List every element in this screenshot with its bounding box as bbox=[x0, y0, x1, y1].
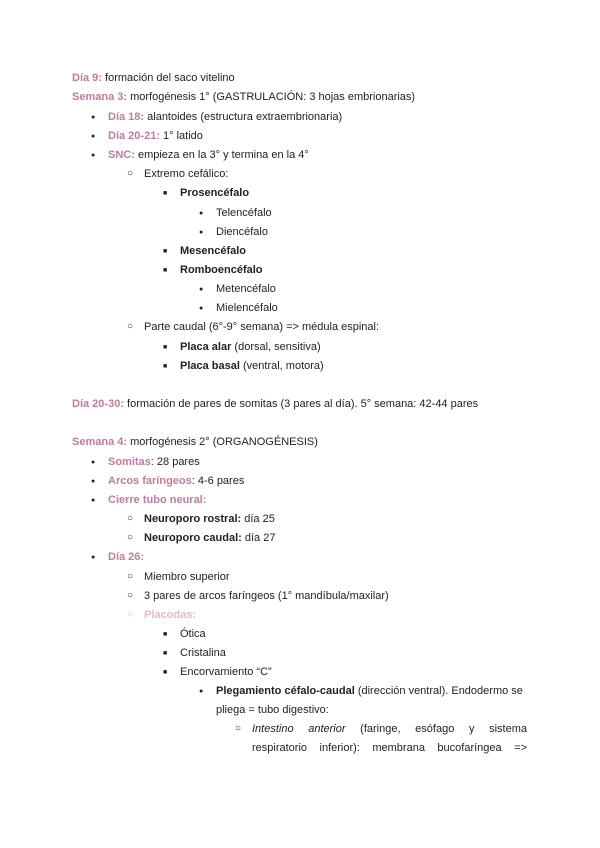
line-mesencefalo bbox=[180, 244, 246, 258]
label: Semana 3: bbox=[72, 91, 128, 103]
bullet-circle bbox=[127, 167, 133, 181]
bullet-circle bbox=[235, 722, 241, 736]
line-semana4 bbox=[72, 435, 318, 449]
bullet-circle bbox=[127, 320, 133, 334]
line-dia9 bbox=[72, 71, 235, 85]
text: día 25 bbox=[241, 513, 275, 525]
line-cierre-tubo bbox=[108, 493, 206, 507]
line-somitas bbox=[108, 455, 200, 469]
bullet-circle bbox=[127, 608, 133, 622]
text: Parte caudal (6°-9° semana) => médula espinal: bbox=[144, 321, 380, 333]
label: Día 18: bbox=[108, 111, 145, 123]
line-placa-basal bbox=[180, 359, 324, 373]
label: Placodas: bbox=[144, 609, 196, 621]
line-mielencefalo bbox=[216, 301, 278, 315]
text: 1° latido bbox=[159, 130, 203, 142]
label: Semana 4: bbox=[72, 436, 128, 448]
line-cristalina bbox=[180, 646, 226, 660]
text: Romboencéfalo bbox=[180, 264, 263, 276]
bullet-square bbox=[163, 340, 167, 355]
bullet-circle bbox=[127, 531, 133, 545]
label: Cierre tubo neural: bbox=[108, 494, 207, 506]
bullet-disc bbox=[91, 474, 95, 489]
line-placodas bbox=[144, 608, 196, 622]
line-intestino-cont bbox=[252, 741, 527, 755]
line-intestino bbox=[252, 722, 527, 736]
label: Día 9: bbox=[72, 72, 102, 84]
bullet-square bbox=[163, 646, 167, 661]
text: Mesencéfalo bbox=[180, 245, 247, 257]
line-diencefalo bbox=[216, 225, 268, 239]
line-dia26 bbox=[108, 550, 144, 564]
text: Extremo cefálico: bbox=[144, 168, 229, 180]
bullet-disc bbox=[91, 110, 95, 125]
bold: Plegamiento céfalo-caudal bbox=[216, 685, 355, 697]
bold: Placa alar bbox=[180, 341, 232, 353]
line-dia18 bbox=[108, 110, 342, 124]
bullet-square bbox=[163, 244, 167, 259]
bullet-disc bbox=[91, 455, 95, 470]
text: empieza en la 3° y termina en la 4° bbox=[134, 149, 309, 161]
bullet-square bbox=[163, 186, 167, 201]
bullet-square bbox=[163, 627, 167, 642]
line-parte-caudal bbox=[144, 320, 379, 334]
bullet-square bbox=[163, 359, 167, 374]
bullet-disc bbox=[91, 148, 95, 163]
line-snc bbox=[108, 148, 309, 162]
bold: Placa basal bbox=[180, 360, 240, 372]
bullet-disc bbox=[199, 301, 203, 316]
text: morfogénesis 2° (ORGANOGÉNESIS) bbox=[127, 436, 318, 448]
line-telencefalo bbox=[216, 206, 272, 220]
text: Metencéfalo bbox=[216, 283, 276, 295]
line-romboencefalo bbox=[180, 263, 263, 277]
text: formación del saco vitelino bbox=[101, 72, 235, 84]
bullet-disc bbox=[91, 550, 95, 565]
line-semana3 bbox=[72, 90, 415, 104]
line-plegamiento bbox=[216, 684, 523, 698]
label: Día 20-21: bbox=[108, 130, 160, 142]
text: morfogénesis 1° (GASTRULACIÓN: 3 hojas embrionarias) bbox=[127, 91, 416, 103]
line-neuroporo-rostral bbox=[144, 512, 275, 526]
line-extremo-cefalico bbox=[144, 167, 228, 181]
text: Encorvamiento “C” bbox=[180, 666, 272, 678]
label: Día 20-30: bbox=[72, 398, 124, 410]
line-placa-alar bbox=[180, 340, 321, 354]
text: Cristalina bbox=[180, 647, 226, 659]
bullet-disc bbox=[199, 225, 203, 240]
line-otica bbox=[180, 627, 206, 641]
bullet-disc bbox=[199, 282, 203, 297]
bullet-disc bbox=[91, 493, 95, 508]
bullet-square bbox=[163, 263, 167, 278]
text: respiratorio inferior): membrana bucofaríngea => bbox=[252, 742, 527, 754]
text: : 28 pares bbox=[150, 456, 200, 468]
bullet-disc bbox=[199, 206, 203, 221]
line-encorvamiento bbox=[180, 665, 272, 679]
text: (dorsal, sensitiva) bbox=[231, 341, 321, 353]
line-miembro-superior bbox=[144, 570, 230, 584]
text: : 4-6 pares bbox=[191, 475, 245, 487]
bold: Neuroporo caudal: bbox=[144, 532, 242, 544]
text: (faringe, esófago y sistema bbox=[345, 723, 528, 735]
line-dia20-30 bbox=[72, 397, 478, 411]
text: 3 pares de arcos faríngeos (1° mandíbula/maxilar) bbox=[144, 590, 389, 602]
text: pliega = tubo digestivo: bbox=[216, 704, 329, 716]
text: (ventral, motora) bbox=[239, 360, 324, 372]
line-dia20-21 bbox=[108, 129, 203, 143]
bullet-circle bbox=[127, 589, 133, 603]
text: alantoides (estructura extraembrionaria) bbox=[144, 111, 343, 123]
label: Somitas bbox=[108, 456, 151, 468]
bullet-disc bbox=[199, 684, 203, 699]
text: Ótica bbox=[180, 628, 206, 640]
bullet-circle bbox=[127, 512, 133, 526]
line-neuroporo-caudal bbox=[144, 531, 275, 545]
text: Diencéfalo bbox=[216, 226, 268, 238]
line-3-pares bbox=[144, 589, 389, 603]
bold: Neuroporo rostral: bbox=[144, 513, 242, 525]
label: Arcos faríngeos bbox=[108, 475, 192, 487]
text: Telencéfalo bbox=[216, 207, 272, 219]
line-prosencefalo bbox=[180, 186, 249, 200]
text: día 27 bbox=[241, 532, 276, 544]
bullet-disc bbox=[91, 129, 95, 144]
text: (dirección ventral). Endodermo se bbox=[354, 685, 523, 697]
bullet-circle bbox=[127, 570, 133, 584]
line-plegamiento-cont bbox=[216, 703, 329, 717]
text: Miembro superior bbox=[144, 571, 230, 583]
label: Día 26: bbox=[108, 551, 145, 563]
bullet-square bbox=[163, 665, 167, 680]
label: SNC: bbox=[108, 149, 135, 161]
line-metencefalo bbox=[216, 282, 276, 296]
text: Mielencéfalo bbox=[216, 302, 278, 314]
text: formación de pares de somitas (3 pares al día). 5° semana: 42-44 pares bbox=[123, 398, 479, 410]
text: Prosencéfalo bbox=[180, 187, 250, 199]
italic: Intestino anterior bbox=[252, 723, 346, 735]
line-arcos bbox=[108, 474, 244, 488]
